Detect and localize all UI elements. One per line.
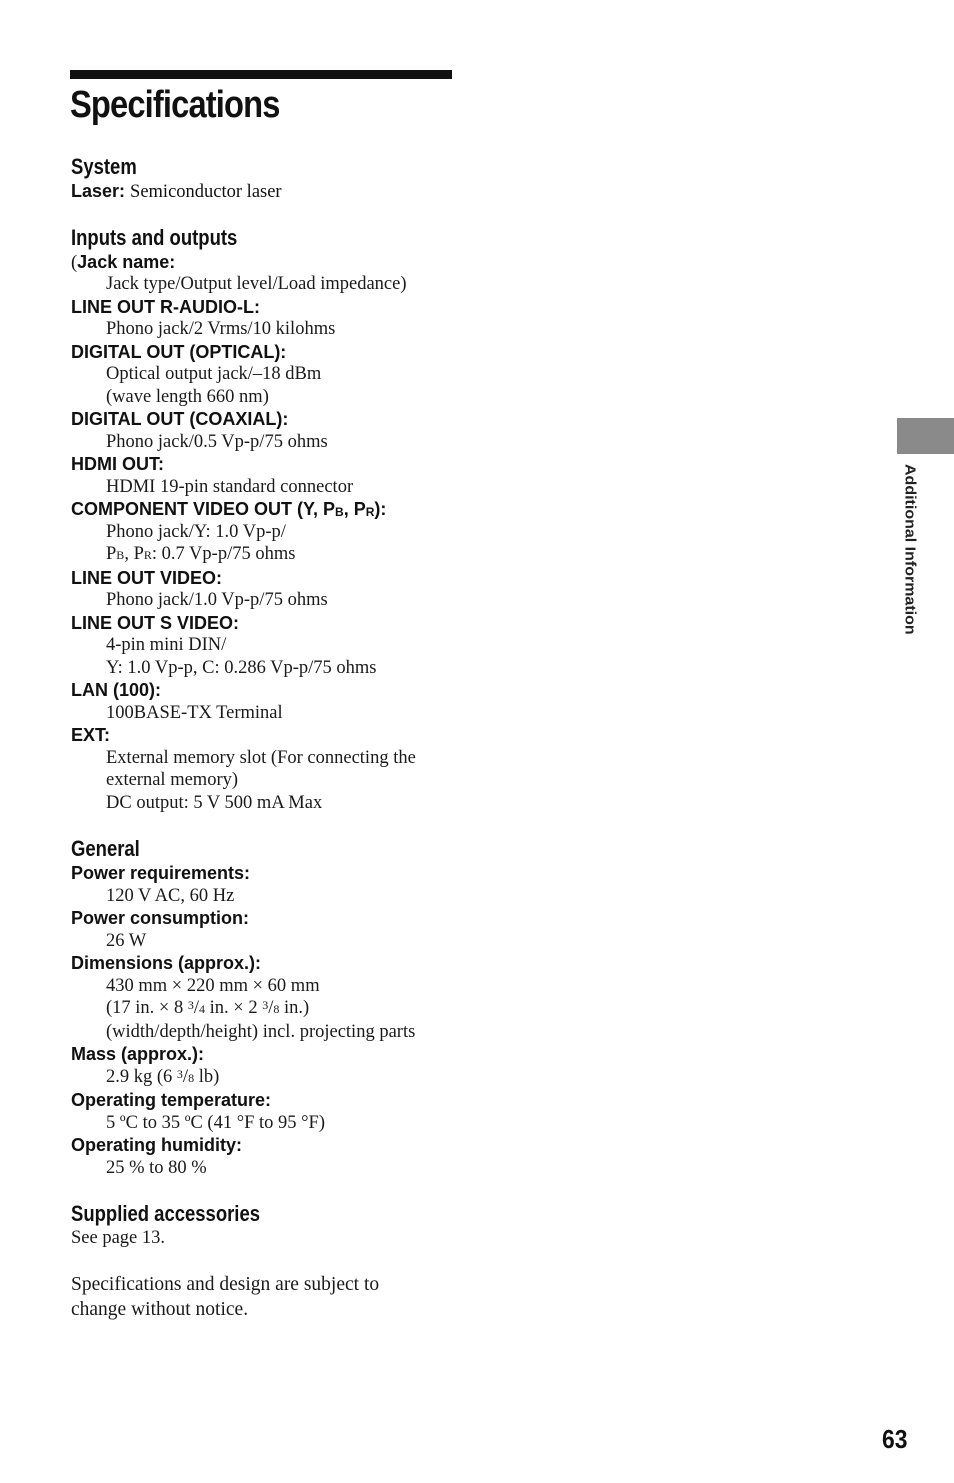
spec-label-legend: Jack name:	[77, 251, 176, 272]
page-title: Specifications	[70, 84, 280, 126]
spec-content	[71, 154, 471, 1322]
spec-value-ext: External memory slot (For connecting the	[106, 747, 416, 768]
spec-value-power-cons: 26 W	[106, 930, 147, 951]
spec-value-line-out-s-video-levels: Y: 1.0 Vp-p, C: 0.286 Vp-p/75 ohms	[106, 657, 377, 678]
section-heading-general: General	[71, 836, 140, 861]
spec-label-line-out-s-video: LINE OUT S VIDEO:	[71, 612, 240, 633]
spec-value-hdmi-out: HDMI 19-pin standard connector	[106, 476, 354, 497]
accessories-reference: See page 13.	[71, 1228, 166, 1248]
spec-value-dimensions-note: (width/depth/height) incl. projecting parts	[106, 1021, 416, 1042]
spec-value-lan: 100BASE-TX Terminal	[106, 702, 283, 723]
spec-label-laser: Laser:	[71, 181, 126, 201]
section-heading-io: Inputs and outputs	[71, 224, 238, 250]
spec-value-line-out-s-video: 4-pin mini DIN/	[106, 635, 227, 655]
section-heading-accessories: Supplied accessories	[71, 1201, 260, 1226]
spec-value-ext-cont: external memory)	[106, 770, 239, 790]
spec-value-op-temp: 5 ºC to 35 ºC (41 °F to 95 °F)	[106, 1112, 326, 1133]
page-number: 63	[882, 1424, 908, 1454]
section-tab-label: Additional Information	[901, 464, 918, 635]
title-rule	[70, 70, 452, 79]
spec-label-hdmi-out: HDMI OUT:	[71, 454, 164, 474]
spec-value-line-out-audio: Phono jack/2 Vrms/10 kilohms	[106, 319, 336, 339]
spec-value-digital-optical-wavelength: (wave length 660 nm)	[106, 386, 269, 407]
spec-label-mass: Mass (approx.):	[71, 1044, 205, 1064]
section-tab-marker	[897, 418, 954, 454]
spec-value-dimensions-in: (17 in. × 8 $^3$/4 in. × 2 $^3$/8 in.)	[106, 998, 310, 1018]
spec-value-ext-dc: DC output: 5 V 500 mA Max	[106, 792, 323, 813]
spec-value-digital-coaxial: Phono jack/0.5 Vp-p/75 ohms	[106, 431, 328, 452]
spec-label-component-video: COMPONENT VIDEO OUT (Y, $P_B$, $P_R$):	[71, 499, 387, 519]
spec-label-op-temp: Operating temperature:	[71, 1090, 272, 1110]
section-heading-system: System	[71, 154, 137, 179]
spec-value-dimensions-mm: 430 mm × 220 mm × 60 mm	[106, 975, 320, 996]
specifications-notice: Specifications and design are subject to change without notice.	[71, 1273, 380, 1320]
spec-label-digital-coaxial: DIGITAL OUT (COAXIAL):	[71, 409, 289, 429]
spec-value-laser: Semiconductor laser	[130, 182, 282, 202]
spec-value-op-humidity: 25 % to 80 %	[106, 1157, 207, 1178]
spec-label-digital-optical: DIGITAL OUT (OPTICAL):	[71, 341, 287, 362]
spec-value-digital-optical: Optical output jack/–18 dBm	[106, 364, 322, 384]
spec-label-ext: EXT:	[71, 725, 111, 745]
spec-value-component-video: Phono jack/Y: 1.0 Vp-p/	[106, 521, 286, 542]
spec-label-line-out-audio: LINE OUT R-AUDIO-L:	[71, 296, 260, 317]
spec-laser	[71, 180, 471, 203]
spec-value-component-video-pbpr: PB, PR: 0.7 Vp-p/75 ohms	[106, 544, 296, 564]
spec-value-line-out-video: Phono jack/1.0 Vp-p/75 ohms	[106, 590, 328, 610]
spec-label-lan: LAN (100):	[71, 680, 162, 700]
spec-label-op-humidity: Operating humidity:	[71, 1135, 242, 1155]
spec-label-dimensions: Dimensions (approx.):	[71, 953, 262, 973]
spec-label-power-cons: Power consumption:	[71, 908, 250, 928]
spec-legend: (Jack name:	[71, 251, 176, 273]
spec-value-legend: Jack type/Output level/Load impedance)	[106, 274, 407, 294]
spec-value-power-req: 120 V AC, 60 Hz	[106, 885, 235, 906]
spec-value-mass: 2.9 kg (6 $^3$/8 lb)	[106, 1066, 220, 1087]
spec-label-power-req: Power requirements:	[71, 863, 251, 883]
spec-label-line-out-video: LINE OUT VIDEO:	[71, 567, 223, 588]
